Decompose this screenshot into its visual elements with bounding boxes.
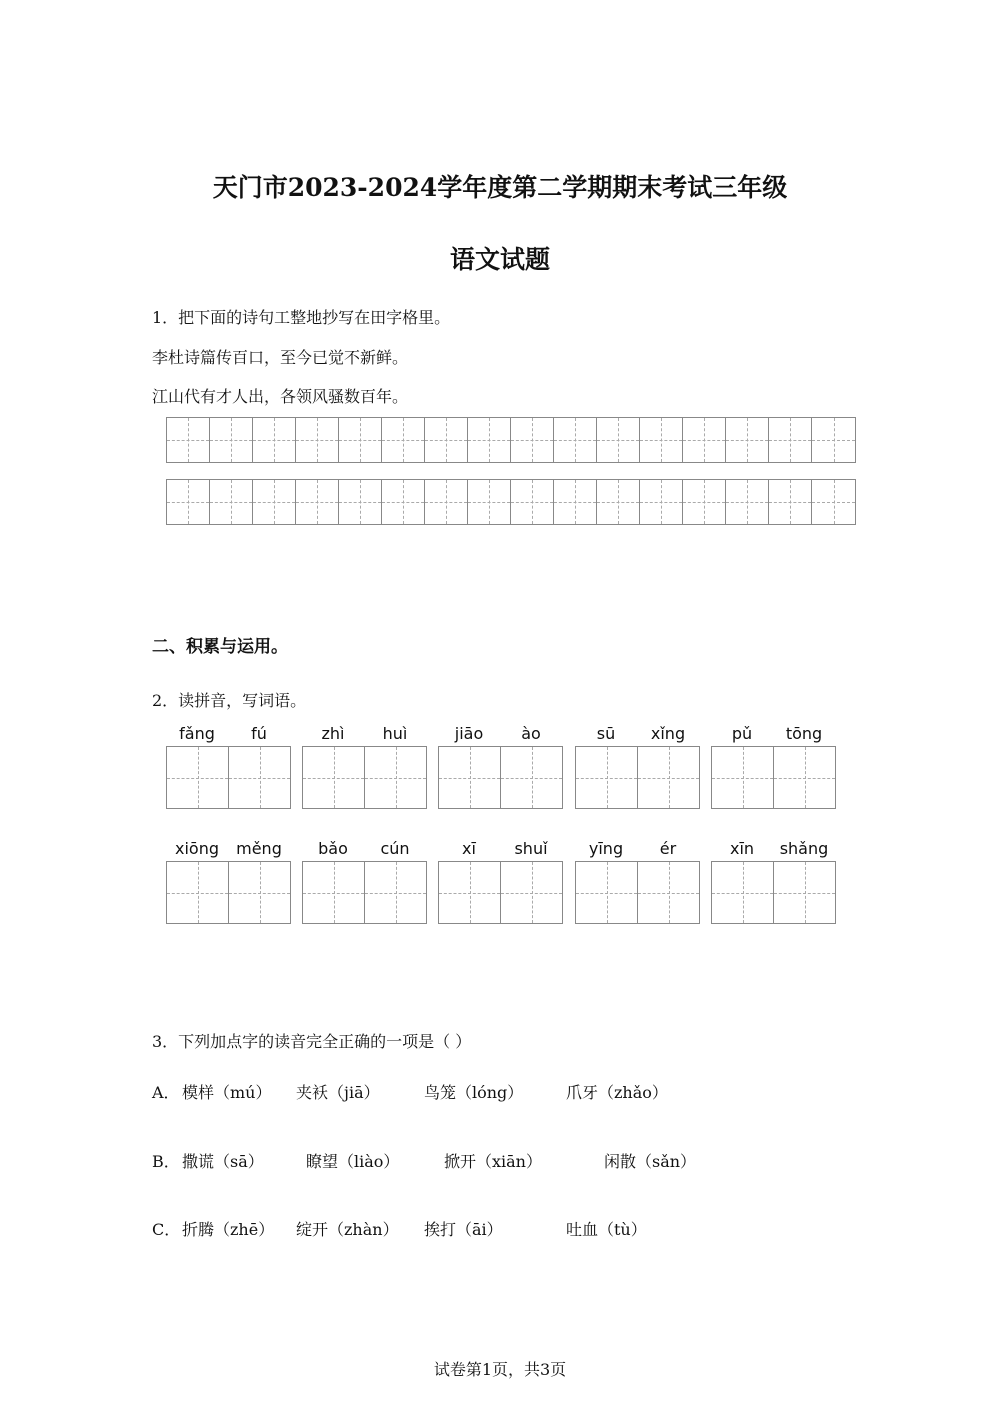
page-subtitle: 语文试题: [449, 245, 550, 274]
option-letter[interactable]: B．: [152, 1152, 180, 1171]
tianzige-cell[interactable]: [769, 418, 812, 462]
tianzige-cell[interactable]: [253, 480, 296, 524]
tianzige-cell[interactable]: [683, 480, 726, 524]
writing-box[interactable]: [712, 862, 774, 923]
q1-prompt: 1．把下面的诗句工整地抄写在田字格里。: [152, 308, 451, 327]
option-item: 挨打（āi）: [424, 1220, 503, 1239]
tianzige-cell[interactable]: [425, 480, 468, 524]
writing-box[interactable]: [167, 862, 229, 923]
tianzige-cell[interactable]: [253, 418, 296, 462]
q2-prompt: 2．读拼音，写词语。: [152, 691, 307, 710]
writing-box[interactable]: [638, 747, 699, 808]
pinyin-word-group: [711, 724, 836, 809]
pinyin-word-group: [575, 839, 700, 924]
writing-box[interactable]: [229, 747, 290, 808]
tianzige-cell[interactable]: [812, 418, 855, 462]
writing-box[interactable]: [774, 862, 835, 923]
tianzige-cell[interactable]: [726, 480, 769, 524]
option-item: 瞭望（liào）: [306, 1152, 400, 1171]
tianzige-cell[interactable]: [683, 418, 726, 462]
tianzige-cell[interactable]: [597, 418, 640, 462]
pinyin-label: ào: [521, 724, 541, 743]
option-item: 夹袄（jiā）: [296, 1083, 380, 1102]
pinyin-label: fú: [251, 724, 267, 743]
pinyin-label: shuǐ: [514, 839, 548, 858]
pinyin-word-group: [302, 839, 427, 924]
tianzige-cell[interactable]: [640, 480, 683, 524]
tianzige-cell[interactable]: [511, 418, 554, 462]
tianzige-cell[interactable]: [339, 418, 382, 462]
page-title: 天门市2023-2024学年度第二学期期末考试三年级: [212, 173, 788, 202]
pinyin-label: tōng: [785, 724, 823, 743]
writing-box[interactable]: [712, 747, 774, 808]
tianzige-cell[interactable]: [640, 418, 683, 462]
tianzige-cell[interactable]: [296, 480, 339, 524]
pinyin-label: fǎng: [179, 724, 215, 743]
option-item: 掀开（xiān）: [444, 1152, 542, 1171]
pinyin-label: shǎng: [779, 839, 829, 858]
pinyin-word-group: [438, 839, 563, 924]
pinyin-label: měng: [236, 839, 282, 858]
pinyin-label: ér: [659, 839, 677, 858]
pinyin-word-group: [711, 839, 836, 924]
writing-box[interactable]: [439, 747, 501, 808]
tianzige-cell[interactable]: [554, 480, 597, 524]
pinyin-label: huì: [382, 724, 408, 743]
pinyin-label: xī: [462, 839, 476, 858]
writing-box[interactable]: [303, 862, 365, 923]
pinyin-word-group: [438, 724, 563, 809]
tianzige-cell[interactable]: [511, 480, 554, 524]
option-letter[interactable]: A．: [152, 1083, 180, 1102]
poem-line-1: 李杜诗篇传百口，至今已觉不新鲜。: [152, 348, 409, 367]
writing-box[interactable]: [576, 747, 638, 808]
pinyin-word-group: [575, 724, 700, 809]
writing-box[interactable]: [501, 862, 562, 923]
writing-box[interactable]: [229, 862, 290, 923]
tianzige-cell[interactable]: [167, 480, 210, 524]
option-item: 闲散（sǎn）: [604, 1152, 697, 1171]
tianzige-cell[interactable]: [468, 418, 511, 462]
pinyin-label: cún: [380, 839, 410, 858]
tianzige-cell[interactable]: [382, 418, 425, 462]
option-item: 撒谎（sā）: [182, 1152, 264, 1171]
poem-line-2: 江山代有才人出，各领风骚数百年。: [152, 387, 409, 406]
writing-box[interactable]: [774, 747, 835, 808]
tianzige-row-2[interactable]: [166, 479, 856, 525]
pinyin-label: jiāo: [454, 724, 484, 743]
q3-prompt: 3．下列加点字的读音完全正确的一项是（ ）: [152, 1032, 472, 1051]
writing-box[interactable]: [501, 747, 562, 808]
pinyin-word-group: [166, 839, 291, 924]
option-item: 爪牙（zhǎo）: [566, 1083, 668, 1102]
pinyin-label: xiōng: [175, 839, 219, 858]
writing-box[interactable]: [638, 862, 699, 923]
option-item: 绽开（zhàn）: [296, 1220, 399, 1239]
pinyin-label: sū: [596, 724, 616, 743]
writing-box[interactable]: [365, 862, 426, 923]
writing-box[interactable]: [365, 747, 426, 808]
pinyin-label: bǎo: [318, 839, 348, 858]
tianzige-cell[interactable]: [425, 418, 468, 462]
tianzige-cell[interactable]: [468, 480, 511, 524]
pinyin-label: xīn: [729, 839, 755, 858]
writing-box[interactable]: [167, 747, 229, 808]
tianzige-row-1[interactable]: [166, 417, 856, 463]
option-item: 鸟笼（lóng）: [424, 1083, 524, 1102]
tianzige-cell[interactable]: [167, 418, 210, 462]
writing-box[interactable]: [576, 862, 638, 923]
writing-box[interactable]: [439, 862, 501, 923]
section-2-heading: 二、积累与运用。: [152, 637, 288, 657]
pinyin-label: zhì: [321, 724, 345, 743]
pinyin-label: xǐng: [650, 724, 686, 743]
tianzige-cell[interactable]: [210, 418, 253, 462]
option-item: 模样（mú）: [182, 1083, 272, 1102]
tianzige-cell[interactable]: [726, 418, 769, 462]
tianzige-cell[interactable]: [339, 480, 382, 524]
tianzige-cell[interactable]: [382, 480, 425, 524]
option-item: 吐血（tù）: [566, 1220, 647, 1239]
writing-box[interactable]: [303, 747, 365, 808]
pinyin-word-group: [166, 724, 291, 809]
pinyin-word-group: [302, 724, 427, 809]
pinyin-label: pǔ: [731, 724, 753, 743]
tianzige-cell[interactable]: [210, 480, 253, 524]
pinyin-label: yīng: [588, 839, 624, 858]
tianzige-cell[interactable]: [812, 480, 855, 524]
tianzige-cell[interactable]: [597, 480, 640, 524]
option-item: 折腾（zhē）: [182, 1220, 275, 1239]
option-letter[interactable]: C．: [152, 1220, 181, 1239]
tianzige-cell[interactable]: [554, 418, 597, 462]
tianzige-cell[interactable]: [769, 480, 812, 524]
page-footer: 试卷第1页，共3页: [433, 1360, 567, 1379]
tianzige-cell[interactable]: [296, 418, 339, 462]
